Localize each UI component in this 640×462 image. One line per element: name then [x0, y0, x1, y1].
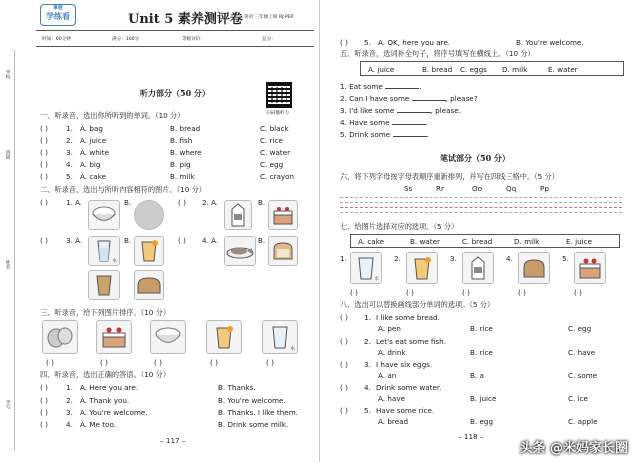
- picture-option: C. bread: [462, 237, 493, 246]
- page-number-left: – 117 –: [160, 436, 186, 445]
- word-option: D. milk: [502, 65, 528, 74]
- answer-paren[interactable]: ( ): [40, 124, 48, 133]
- option-a: A. an: [378, 371, 397, 380]
- option-a: A. pen: [378, 324, 401, 333]
- option-c: C. egg: [260, 160, 284, 169]
- answer-blank[interactable]: [397, 107, 431, 113]
- option-b: B. Thanks. I like them.: [218, 408, 298, 417]
- option-c: C. egg: [568, 324, 592, 333]
- answer-paren[interactable]: ( ): [350, 288, 358, 297]
- sentence-pre: Can I have some: [349, 94, 410, 103]
- sentence-pre: Eat some: [349, 82, 383, 91]
- q-num: 4.: [66, 420, 73, 429]
- q-num: 3.: [364, 360, 371, 369]
- answer-paren[interactable]: ( ): [178, 236, 186, 245]
- q-num: 3. A.: [66, 236, 83, 245]
- cake-image-2: [96, 320, 132, 354]
- q-num: 1. A.: [66, 198, 83, 207]
- water-glass-image: [350, 252, 382, 284]
- option-a: A. drink: [378, 348, 406, 357]
- answer-paren[interactable]: ( ): [40, 148, 48, 157]
- option-b: B. You're welcome.: [516, 38, 584, 47]
- fill-sentence-3: [340, 106, 461, 115]
- q-num: 5.: [340, 130, 347, 139]
- answer-paren[interactable]: ( ): [340, 337, 348, 346]
- rice-image: [150, 320, 186, 354]
- section-4-title: 四、听录音，选出正确的答语。（10 分）: [40, 370, 171, 379]
- picture-option: D. milk: [514, 237, 540, 246]
- answer-paren[interactable]: ( ): [100, 358, 108, 367]
- qr-caption: 扫码播听力: [266, 111, 289, 116]
- option-b: B. egg: [470, 417, 494, 426]
- listening-header: 听力部分（50 分）: [140, 88, 210, 98]
- q-num: 3.: [340, 106, 347, 115]
- question-sentence: I like some bread.: [376, 313, 440, 322]
- option-b: B. pig: [170, 160, 191, 169]
- letter-pair: Pp: [540, 184, 549, 193]
- right-page: [320, 0, 640, 462]
- option-b: B. a: [470, 371, 484, 380]
- q-num: 2.: [66, 396, 73, 405]
- option-c: C. ice: [568, 394, 588, 403]
- option-a: A. OK, here you are.: [378, 38, 451, 47]
- option-a: A. Me too.: [80, 420, 117, 429]
- q-num: 4.: [66, 160, 73, 169]
- answer-paren[interactable]: ( ): [210, 358, 218, 367]
- answer-paren[interactable]: ( ): [40, 160, 48, 169]
- q-num: 4. A.: [202, 236, 219, 245]
- cake-image: [268, 200, 298, 230]
- option-c: C. have: [568, 348, 596, 357]
- q-num: 3.: [66, 408, 73, 417]
- question-sentence: Drink some water.: [376, 383, 442, 392]
- section-7-title: 七、给图片选择对应的选项。（5 分）: [340, 222, 459, 231]
- option-b: B. milk: [170, 172, 195, 181]
- answer-paren[interactable]: ( ): [40, 198, 48, 207]
- answer-paren[interactable]: ( ): [518, 288, 526, 297]
- q-num: 3.: [66, 148, 73, 157]
- fill-sentence-5: [340, 130, 429, 139]
- answer-paren[interactable]: ( ): [340, 406, 348, 415]
- answer-paren[interactable]: ( ): [340, 38, 348, 47]
- side-label-school: 学校: [5, 70, 10, 80]
- fill-sentence-4: [340, 118, 428, 127]
- option-b: B. bread: [170, 124, 201, 133]
- sentence-pre: Have some: [349, 118, 390, 127]
- option-b: B.: [258, 198, 266, 207]
- q-num: 5.: [562, 254, 569, 263]
- answer-blank[interactable]: [392, 118, 429, 127]
- option-a: A. juice: [80, 136, 107, 145]
- answer-blank[interactable]: [412, 95, 446, 101]
- bread-loaf-image: [134, 270, 164, 300]
- question-sentence: I have six eggs.: [376, 360, 433, 369]
- option-b: B. Thanks.: [218, 383, 256, 392]
- q-num: 2. A.: [202, 198, 219, 207]
- answer-paren[interactable]: ( ): [40, 136, 48, 145]
- letter-pair: Oo: [472, 184, 483, 193]
- option-b: B.: [124, 198, 132, 207]
- option-b: B. fish: [170, 136, 193, 145]
- option-c: C. water: [260, 148, 291, 157]
- total-info: 总分：: [262, 37, 276, 42]
- juice-glass-image-2: [88, 270, 120, 300]
- writing-header: 笔试部分（50 分）: [440, 153, 510, 163]
- sentence-post: .: [425, 118, 429, 127]
- word-option: A. juice: [368, 65, 395, 74]
- option-b: B.: [124, 236, 132, 245]
- picture-option: A. cake: [358, 237, 385, 246]
- q-num: 1.: [66, 124, 73, 133]
- letter-pair: Qq: [506, 184, 517, 193]
- section-2-title: 二、听录音，选出与所听内容相符的图片。（10 分）: [40, 185, 206, 194]
- q-num: 4.: [364, 383, 371, 392]
- option-b: B.: [258, 236, 266, 245]
- sentence-pre: I'd like some: [349, 106, 395, 115]
- section-3-title: 三、听录音，给下列图片排序。（10 分）: [40, 308, 171, 317]
- q-num: 5.: [66, 172, 73, 181]
- answer-blank[interactable]: [393, 131, 427, 137]
- milk-carton-image: [462, 252, 494, 284]
- fill-sentence-1: [340, 82, 421, 91]
- qr-code[interactable]: [266, 82, 292, 108]
- page-number-right: – 118 –: [458, 432, 484, 441]
- publisher-logo: 掌握 学练看: [40, 4, 76, 26]
- juice-glass-image: [134, 236, 164, 266]
- answer-paren[interactable]: ( ): [154, 358, 162, 367]
- page-title: Unit 5 素养测评卷: [128, 12, 243, 27]
- grade-info: 等级评价：: [182, 37, 205, 42]
- answer-paren[interactable]: ( ): [574, 288, 582, 297]
- watermark: 头条 @米妈家长圈: [519, 441, 628, 456]
- bread-image: [268, 236, 298, 266]
- score-info: 满分：100分: [112, 37, 140, 42]
- q-num: 4.: [340, 118, 347, 127]
- water-image: [262, 320, 298, 354]
- fill-sentence-2: [340, 94, 478, 103]
- answer-paren[interactable]: ( ): [266, 358, 274, 367]
- sentence-post: .: [426, 130, 429, 139]
- option-a: A. white: [80, 148, 110, 157]
- option-c: C. some: [568, 371, 598, 380]
- answer-paren[interactable]: ( ): [40, 383, 48, 392]
- answer-paren[interactable]: ( ): [40, 172, 48, 181]
- q-num: 2.: [364, 337, 371, 346]
- option-b: B. You're welcome.: [218, 396, 286, 405]
- juice-glass-image: [406, 252, 438, 284]
- option-b: B. rice: [470, 348, 493, 357]
- answer-paren[interactable]: ( ): [406, 288, 414, 297]
- word-option: C. eggs: [460, 65, 487, 74]
- answer-paren[interactable]: ( ): [462, 288, 470, 297]
- q-num: 2.: [394, 254, 401, 263]
- option-b: B. where: [170, 148, 202, 157]
- section-1-title: 一、听录音，选出你所听到的单词。（10 分）: [40, 111, 185, 120]
- eggs-image: [42, 320, 78, 354]
- answer-paren[interactable]: ( ): [340, 313, 348, 322]
- side-label-number: 学号: [5, 400, 10, 410]
- option-c: C. rice: [260, 136, 283, 145]
- question-sentence: Have some rice.: [376, 406, 435, 415]
- option-c: C. crayon: [260, 172, 295, 181]
- q-num: 3.: [450, 254, 457, 263]
- water-label: 水: [374, 277, 379, 282]
- bread-image: [518, 252, 550, 284]
- q-num: 1.: [66, 383, 73, 392]
- option-a: A. Here you are.: [80, 383, 139, 392]
- sentence-post: , please?: [445, 94, 478, 103]
- water-label: 水: [290, 347, 295, 352]
- q-num: 5.: [364, 406, 371, 415]
- word-bank-box: [360, 61, 624, 76]
- option-b: B. Drink some milk.: [218, 420, 289, 429]
- q-num: 1.: [340, 82, 347, 91]
- q-num: 1.: [340, 254, 347, 263]
- word-option: B. bread: [422, 65, 453, 74]
- option-a: A. Thank you.: [80, 396, 130, 405]
- option-c: C. apple: [568, 417, 598, 426]
- option-a: A. You're welcome.: [80, 408, 148, 417]
- option-a: A. cake: [80, 172, 107, 181]
- q-num: 5.: [364, 38, 371, 47]
- letter-pair: Ss: [404, 184, 413, 193]
- picture-option: E. juice: [566, 237, 593, 246]
- water-glass-image: [88, 236, 120, 266]
- sentence-post: , please.: [430, 106, 461, 115]
- q-num: 4.: [506, 254, 513, 263]
- question-sentence: Let's eat some fish.: [376, 337, 447, 346]
- section-5-title: 五、听录音，选词补全句子，将序号填写在横线上。（10 分）: [340, 49, 535, 58]
- word-option: E. water: [548, 65, 578, 74]
- option-c: C. black: [260, 124, 289, 133]
- option-a: A. big: [80, 160, 101, 169]
- side-label-class: 班级: [5, 150, 10, 160]
- rice-bowl-image: [88, 200, 120, 230]
- answer-paren[interactable]: ( ): [40, 396, 48, 405]
- answer-paren[interactable]: ( ): [340, 360, 348, 369]
- answer-paren[interactable]: ( ): [178, 198, 186, 207]
- fish-dish-image: [224, 236, 256, 266]
- q-num: 2.: [340, 94, 347, 103]
- option-b: B. rice: [470, 324, 493, 333]
- milk-carton-image: [224, 200, 252, 230]
- juice-image: [206, 320, 242, 354]
- sentence-post: .: [419, 82, 422, 91]
- section-6-title: 六、将下列字母按字母表顺序重新排列，并写在四线三格中。（5 分）: [340, 172, 559, 181]
- cake-image: [574, 252, 606, 284]
- option-a: A. have: [378, 394, 405, 403]
- option-b: B. juice: [470, 394, 497, 403]
- picture-option: B. water: [410, 237, 440, 246]
- time-info: 时间：60分钟: [42, 37, 71, 42]
- option-a: A. bag: [80, 124, 103, 133]
- water-label: 水: [112, 259, 117, 264]
- answer-paren[interactable]: ( ): [340, 383, 348, 392]
- answer-paren[interactable]: ( ): [46, 358, 54, 367]
- answer-blank[interactable]: [385, 82, 422, 91]
- option-a: A. bread: [378, 417, 409, 426]
- letter-pair: Rr: [436, 184, 444, 193]
- book-meta: 英语 三年级上册 RJ·PEP: [244, 15, 294, 20]
- sentence-pre: Drink some: [349, 130, 391, 139]
- egg-image: [134, 200, 164, 230]
- side-label-name: 姓名: [5, 260, 10, 270]
- q-num: 1.: [364, 313, 371, 322]
- answer-paren[interactable]: ( ): [40, 420, 48, 429]
- q-num: 2.: [66, 136, 73, 145]
- section-8-title: 八、选出可以替换画线部分单词的选项。（5 分）: [340, 300, 495, 309]
- answer-paren[interactable]: ( ): [40, 236, 48, 245]
- answer-paren[interactable]: ( ): [40, 408, 48, 417]
